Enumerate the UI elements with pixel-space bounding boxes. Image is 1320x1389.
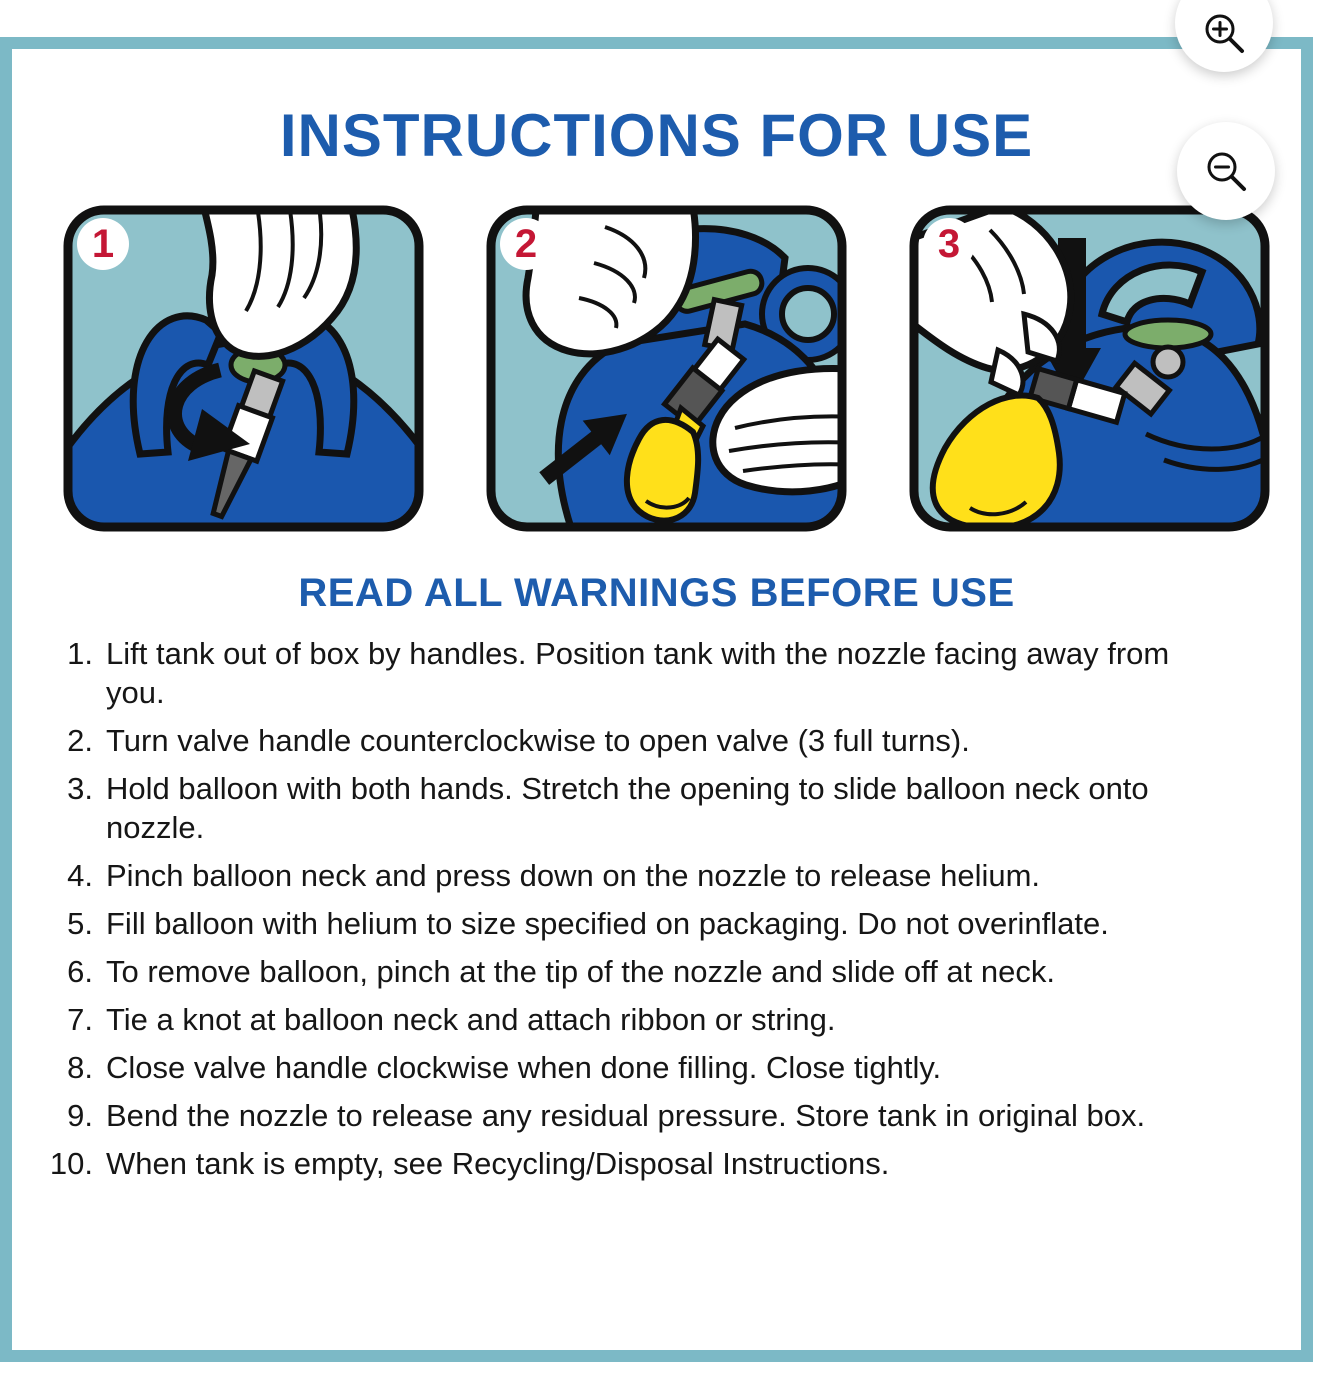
- item-text: Turn valve handle counterclockwise to open valve (3 full turns).: [106, 723, 970, 758]
- instruction-item: [34, 1048, 1215, 1087]
- step-number-badge: 2: [500, 218, 552, 270]
- instruction-item: [34, 769, 1215, 847]
- item-number: 7.: [67, 1002, 93, 1037]
- instruction-item: [34, 1096, 1215, 1135]
- item-text: Bend the nozzle to release any residual pressure. Store tank in original box.: [106, 1098, 1146, 1133]
- step-number-badge: 1: [77, 218, 129, 270]
- item-text: When tank is empty, see Recycling/Disposal Instructions.: [106, 1146, 890, 1181]
- step-2-panel: [483, 202, 850, 535]
- zoom-out-button[interactable]: [1177, 122, 1275, 220]
- page-title: INSTRUCTIONS FOR USE: [279, 102, 1034, 169]
- step-1-panel: [60, 202, 427, 535]
- item-number: 2.: [67, 723, 93, 758]
- item-number: 3.: [67, 771, 93, 806]
- illustration-row: [12, 202, 1301, 535]
- item-text: Close valve handle clockwise when done filling. Close tightly.: [106, 1050, 942, 1085]
- item-text: Fill balloon with helium to size specified on packaging. Do not overinflate.: [106, 906, 1109, 941]
- step-3-panel: [906, 202, 1273, 535]
- item-text: Hold balloon with both hands. Stretch the opening to slide balloon neck onto nozzle.: [106, 771, 1149, 845]
- item-number: 6.: [67, 954, 93, 989]
- item-number: 4.: [67, 858, 93, 893]
- valve-handle: [1125, 320, 1211, 348]
- instruction-item: [34, 721, 1215, 760]
- instruction-item: [34, 952, 1215, 991]
- item-text: Tie a knot at balloon neck and attach ribbon or string.: [106, 1002, 836, 1037]
- instruction-sheet: [0, 37, 1313, 1362]
- instruction-item: [34, 1144, 1215, 1183]
- instruction-item: [34, 904, 1215, 943]
- magnifier-plus-icon: [1200, 9, 1248, 57]
- instruction-list: [12, 634, 1301, 1183]
- item-number: 8.: [67, 1050, 93, 1085]
- instruction-item: [34, 634, 1215, 712]
- step-number-badge: 3: [923, 218, 975, 270]
- item-number: 9.: [67, 1098, 93, 1133]
- item-text: Pinch balloon neck and press down on the nozzle to release helium.: [106, 858, 1041, 893]
- item-number: 5.: [67, 906, 93, 941]
- warnings-subtitle: READ ALL WARNINGS BEFORE USE: [298, 571, 1015, 615]
- magnifier-minus-icon: [1202, 147, 1250, 195]
- item-text: Lift tank out of box by handles. Position tank with the nozzle facing away from you.: [106, 636, 1170, 710]
- instruction-item: [34, 856, 1215, 895]
- item-text: To remove balloon, pinch at the tip of the nozzle and slide off at neck.: [106, 954, 1055, 989]
- instruction-item: [34, 1000, 1215, 1039]
- item-number: 10.: [49, 1146, 93, 1181]
- item-number: 1.: [67, 636, 93, 671]
